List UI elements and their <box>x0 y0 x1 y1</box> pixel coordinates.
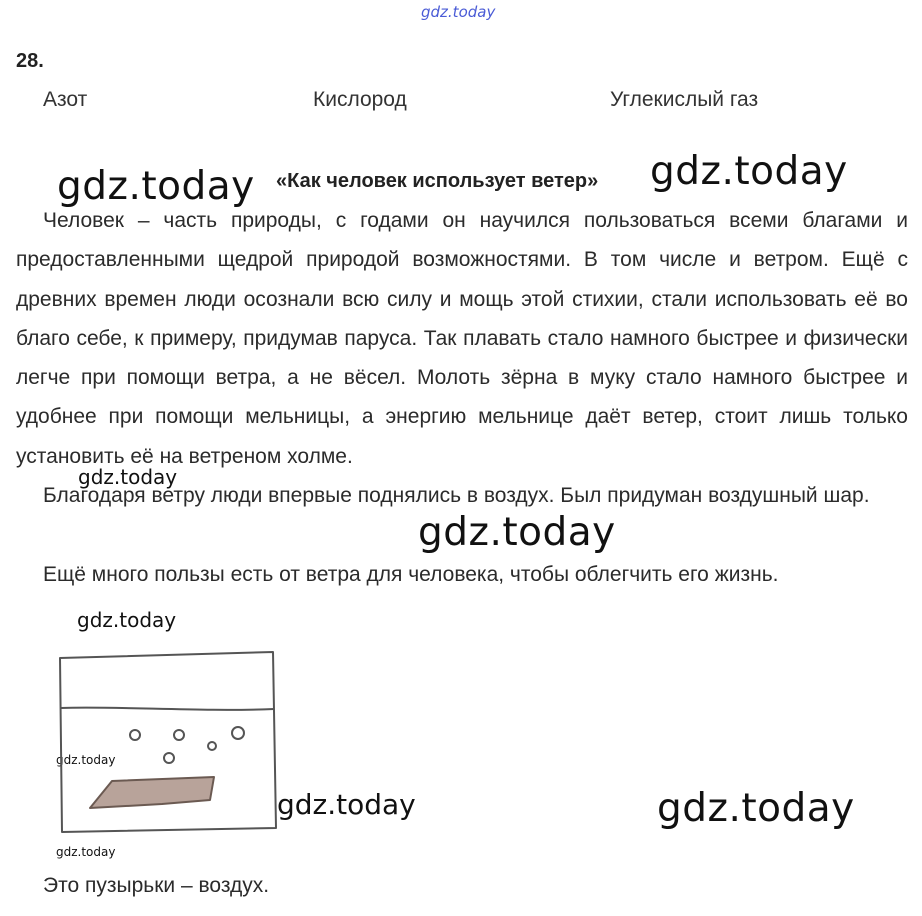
drawing-caption: Это пузырьки – воздух. <box>43 874 270 897</box>
paragraph-text: Человек – часть природы, с годами он научился пользоваться всеми благами и предоставленными щедрой природой возможностями. В том числе и ветром. Ещё с древних времен люди осознали всю силу и мощь этой стихии, стали использовать её во благо себе, к примеру, придумав паруса. Так плавать стало намного быстрее и физически легче при помощи ветра, а не вёсел. Молоть зёрна в муку стало намного быстрее и удобнее при помощи мельницы, а энергию мельнице даёт ветер, стоит лишь только установить её на ветреном холме. <box>16 209 908 468</box>
essay-title: «Как человек использует ветер» <box>276 170 599 192</box>
watermark-right-title: gdz.today <box>650 149 848 194</box>
bubble <box>208 742 216 750</box>
bubble <box>174 730 184 740</box>
watermark-left-title: gdz.today <box>57 164 255 209</box>
gas-oxygen: Кислород <box>313 88 407 111</box>
paragraph-text: Благодаря ветру люди впервые поднялись в воздух. Был придуман воздушный шар. <box>43 484 870 507</box>
bubble <box>130 730 140 740</box>
watermark-mid-left: gdz.today <box>78 465 178 489</box>
watermark-drawing-right: gdz.today <box>277 788 416 821</box>
water-line <box>61 708 274 710</box>
watermark-drawing-inner: gdz.today <box>56 753 116 767</box>
task-number: 28. <box>16 50 44 72</box>
stone <box>90 777 214 808</box>
watermark-above-drawing: gdz.today <box>77 608 177 632</box>
gas-nitrogen: Азот <box>43 88 88 111</box>
watermark-drawing-bottom: gdz.today <box>56 845 116 859</box>
bubble <box>164 753 174 763</box>
watermark-bottom-right: gdz.today <box>657 786 855 831</box>
paragraph-text: Ещё много пользы есть от ветра для человека, чтобы облегчить его жизнь. <box>43 563 779 586</box>
watermark-center: gdz.today <box>418 510 616 555</box>
gas-carbon-dioxide: Углекислый газ <box>610 88 759 111</box>
watermark-top: gdz.today <box>421 3 496 21</box>
bubble <box>232 727 244 739</box>
